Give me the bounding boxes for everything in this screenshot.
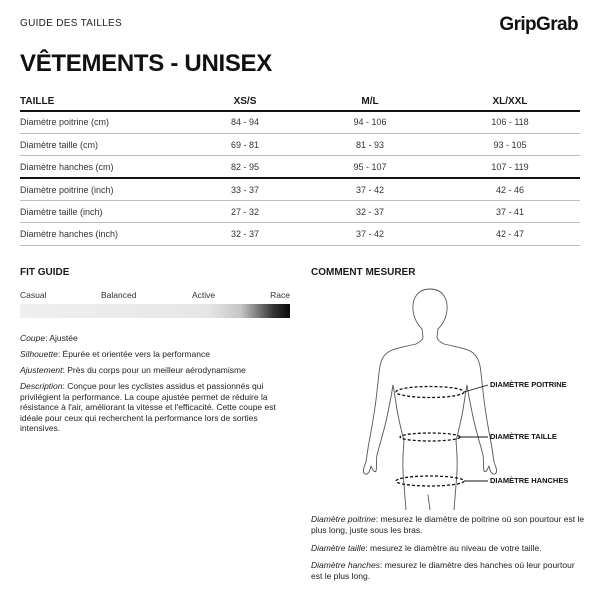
fit-ajustement <box>20 365 295 376</box>
brand-logo: GripGrab <box>499 14 578 35</box>
label-chest: DIAMÈTRE POITRINE <box>490 380 567 389</box>
cell-value: 93 - 105 <box>440 133 580 155</box>
cell-value: 27 - 32 <box>190 201 300 223</box>
cell-value: 84 - 94 <box>190 111 300 133</box>
scale-active: Active <box>192 290 216 300</box>
fit-guide-title: FIT GUIDE <box>20 267 70 278</box>
cell-value: 37 - 42 <box>300 178 440 200</box>
size-table <box>20 93 580 246</box>
ajustement-label: Ajustement <box>20 365 63 375</box>
row-label: Diamètre hanches (cm) <box>20 156 190 178</box>
header-size: TAILLE <box>20 93 190 111</box>
page-title: VÊTEMENTS - UNISEX <box>20 50 272 77</box>
cell-value: 42 - 46 <box>440 178 580 200</box>
fit-coupe <box>20 333 295 344</box>
cell-value: 106 - 118 <box>440 111 580 133</box>
header-xl-xxl: XL/XXL <box>440 93 580 111</box>
cell-value: 33 - 37 <box>190 178 300 200</box>
scale-casual: Casual <box>20 290 47 300</box>
cell-value: 82 - 95 <box>190 156 300 178</box>
cell-value: 94 - 106 <box>300 111 440 133</box>
row-label: Diamètre taille (cm) <box>20 133 190 155</box>
cell-value: 37 - 41 <box>440 201 580 223</box>
table-row <box>20 156 580 178</box>
silhouette-label: Silhouette <box>20 349 58 359</box>
note-chest-label: Diamètre poitrine <box>311 514 376 524</box>
row-label: Diamètre poitrine (cm) <box>20 111 190 133</box>
note-chest-text: : mesurez le diamètre de poitrine où son pourtour est le plus long, juste sous les bras. <box>311 514 585 535</box>
table-row <box>20 201 580 223</box>
row-label: Diamètre poitrine (inch) <box>20 178 190 200</box>
table-row <box>20 111 580 133</box>
cell-value: 32 - 37 <box>190 223 300 245</box>
cell-value: 107 - 119 <box>440 156 580 178</box>
table-row <box>20 133 580 155</box>
note-waist <box>311 543 586 554</box>
note-hips-text: : mesurez le diamètre des hanches où leur pourtour est le plus long. <box>311 560 575 581</box>
description-label: Description <box>20 381 63 391</box>
label-waist: DIAMÈTRE TAILLE <box>490 432 557 441</box>
silhouette-value: : Épurée et orientée vers la performance <box>57 349 210 359</box>
table-row <box>20 223 580 245</box>
cell-value: 32 - 37 <box>300 201 440 223</box>
note-hips-label: Diamètre hanches <box>311 560 380 570</box>
fit-scale-bar <box>20 304 290 318</box>
header-xs-s: XS/S <box>190 93 300 111</box>
header-m-l: M/L <box>300 93 440 111</box>
description-value: : Conçue pour les cyclistes assidus et passionnés qui privilégient la performance. La coupe ajustée permet de réduire la résistance à l'air, améliorant la vitesse et l'efficacité. Cette coupe est idéale pour ceux qui recherchent la performance lors de sorties intensives. <box>20 381 276 434</box>
measure-title: COMMENT MESURER <box>311 267 416 278</box>
fit-description <box>20 381 295 434</box>
ajustement-value: : Près du corps pour un meilleur aérodynamisme <box>62 365 246 375</box>
scale-race: Race <box>270 290 290 300</box>
coupe-label: Coupe <box>20 333 46 343</box>
note-waist-text: : mesurez le diamètre au niveau de votre taille. <box>365 543 542 553</box>
cell-value: 37 - 42 <box>300 223 440 245</box>
cell-value: 69 - 81 <box>190 133 300 155</box>
table-row <box>20 178 580 200</box>
cell-value: 95 - 107 <box>300 156 440 178</box>
fit-silhouette <box>20 349 295 360</box>
guide-label: GUIDE DES TAILLES <box>20 18 122 29</box>
scale-balanced: Balanced <box>101 290 137 300</box>
row-label: Diamètre hanches (inch) <box>20 223 190 245</box>
cell-value: 81 - 93 <box>300 133 440 155</box>
note-hips <box>311 560 586 581</box>
note-chest <box>311 514 586 535</box>
note-waist-label: Diamètre taille <box>311 543 366 553</box>
cell-value: 42 - 47 <box>440 223 580 245</box>
coupe-value: : Ajustée <box>45 333 78 343</box>
row-label: Diamètre taille (inch) <box>20 201 190 223</box>
label-hips: DIAMÈTRE HANCHES <box>490 476 569 485</box>
table-header-row <box>20 93 580 111</box>
